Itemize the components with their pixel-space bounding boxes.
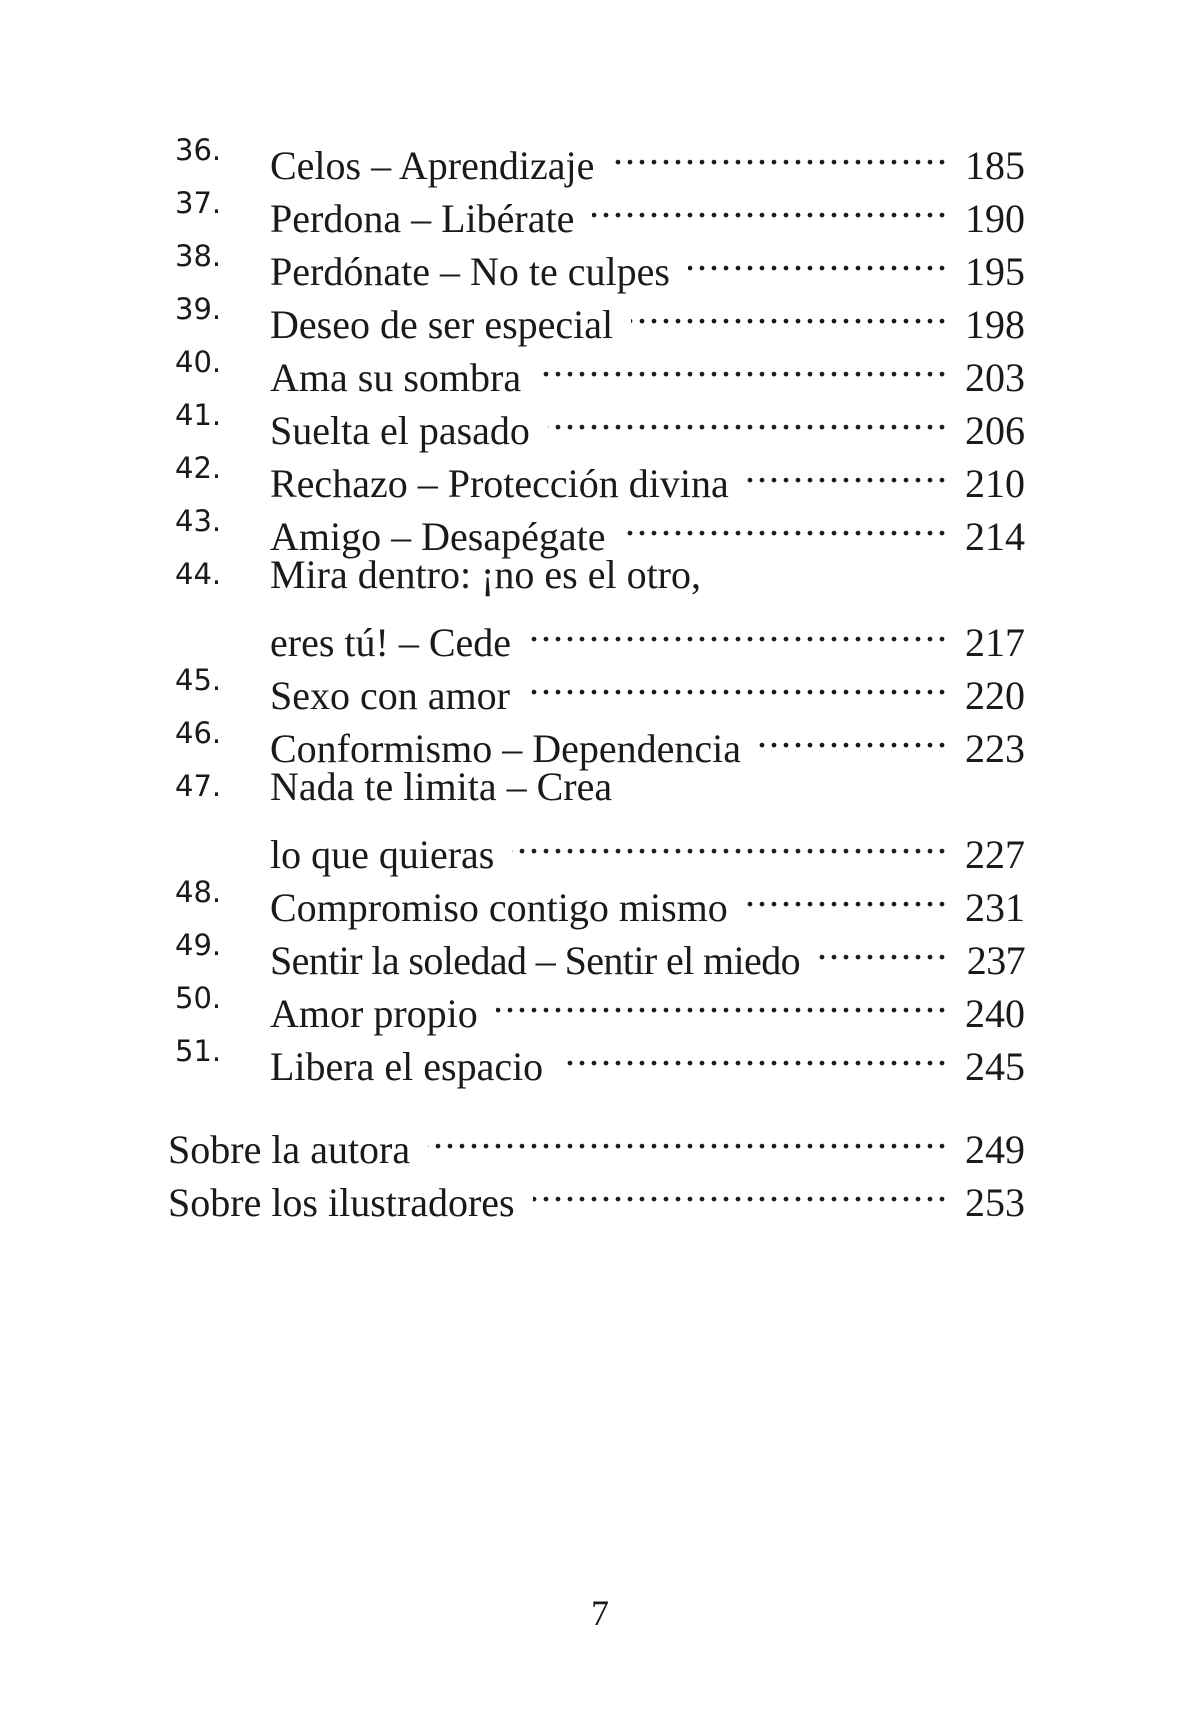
dot-leader — [818, 917, 949, 974]
chapter-number: 49. — [175, 928, 222, 962]
dot-leader — [688, 228, 949, 285]
toc-entry — [0, 175, 1200, 241]
chapter-number: 48. — [175, 875, 222, 909]
chapter-number: 39. — [175, 292, 222, 326]
page-ref: 240 — [965, 991, 1025, 1036]
dot-leader — [512, 811, 949, 868]
page-ref: 210 — [965, 461, 1025, 506]
chapter-number: 40. — [175, 345, 222, 379]
chapter-number: 50. — [175, 981, 222, 1015]
toc-entry — [0, 546, 1200, 603]
dot-leader — [561, 1023, 949, 1080]
chapter-title: Amor propio — [270, 991, 478, 1036]
toc-line — [270, 917, 1025, 983]
page-ref: 249 — [965, 1127, 1025, 1172]
toc-line — [270, 387, 1025, 453]
chapter-title: Sexo con amor — [270, 673, 510, 718]
toc-entry — [0, 758, 1200, 815]
toc-line — [270, 122, 1025, 188]
chapter-title: Deseo de ser especial — [270, 302, 614, 347]
dot-leader — [496, 970, 949, 1027]
toc-entry — [0, 917, 1200, 983]
dot-leader — [747, 440, 949, 497]
toc-line — [270, 705, 1025, 771]
toc-entry — [0, 1023, 1200, 1089]
page-ref: 223 — [965, 726, 1025, 771]
toc-entry — [0, 281, 1200, 347]
chapter-number: 41. — [175, 398, 222, 432]
chapter-title: Libera el espacio — [270, 1044, 544, 1089]
toc-entry — [0, 334, 1200, 400]
toc-line — [270, 758, 1025, 815]
dot-leader — [746, 864, 949, 921]
chapter-number: 45. — [175, 663, 222, 697]
toc-line — [270, 175, 1025, 241]
page-ref: 195 — [965, 249, 1025, 294]
page-ref: 203 — [965, 355, 1025, 400]
toc-line — [270, 1023, 1025, 1089]
page-ref: 214 — [965, 514, 1025, 559]
chapter-number: 42. — [175, 451, 222, 485]
page-ref: 231 — [965, 885, 1025, 930]
chapter-title: Amigo – Desapégate — [270, 514, 606, 559]
page-number: 7 — [591, 1593, 609, 1633]
toc-entry — [0, 970, 1200, 1036]
chapter-title: Rechazo – Protección divina — [270, 461, 729, 506]
page-ref: 206 — [965, 408, 1025, 453]
page-ref: 237 — [966, 938, 1025, 983]
chapter-number: 37. — [175, 186, 222, 220]
chapter-title: Mira dentro: ¡no es el otro, — [270, 552, 701, 597]
toc-entry — [0, 705, 1200, 771]
chapter-number: 36. — [175, 133, 222, 167]
toc-line — [270, 652, 1025, 718]
toc-line — [270, 440, 1025, 506]
toc-line — [270, 281, 1025, 347]
toc-entry-continuation — [0, 599, 1200, 665]
page-ref: 245 — [965, 1044, 1025, 1089]
chapter-title: Compromiso contigo mismo — [270, 885, 728, 930]
dot-leader — [623, 493, 949, 550]
chapter-number: 47. — [175, 769, 222, 803]
toc-line — [270, 228, 1025, 294]
toc-entry — [0, 440, 1200, 506]
chapter-number: 43. — [175, 504, 222, 538]
dot-leader — [528, 652, 949, 709]
toc-entry — [0, 652, 1200, 718]
chapter-number: 38. — [175, 239, 222, 273]
toc-line — [270, 546, 1025, 603]
toc-entry — [0, 493, 1200, 559]
page-ref: 253 — [965, 1180, 1025, 1225]
chapter-title: Suelta el pasado — [270, 408, 530, 453]
toc-entry — [0, 387, 1200, 453]
dot-leader — [548, 387, 949, 444]
dot-leader — [529, 599, 949, 656]
toc-backmatter-entry — [0, 1106, 1200, 1172]
dot-leader — [533, 1159, 949, 1216]
dot-leader — [612, 122, 949, 179]
page-ref: 198 — [965, 302, 1025, 347]
section-title: Sobre la autora — [168, 1127, 411, 1172]
chapter-title: Perdónate – No te culpes — [270, 249, 670, 294]
chapter-title: Nada te limita – Crea — [270, 764, 613, 809]
dot-leader — [759, 705, 949, 762]
chapter-title: Celos – Aprendizaje — [270, 143, 595, 188]
toc-entry-continuation — [0, 811, 1200, 877]
dot-leader — [539, 334, 949, 391]
chapter-title-continuation: eres tú! – Cede — [270, 620, 512, 665]
chapter-title: Sentir la soledad – Sentir el miedo — [270, 938, 800, 983]
chapter-title: Ama su sombra — [270, 355, 522, 400]
dot-leader — [631, 281, 949, 338]
page-ref: 227 — [965, 832, 1025, 877]
page-ref: 217 — [965, 620, 1025, 665]
toc-line — [168, 1159, 1025, 1225]
toc-entry — [0, 122, 1200, 188]
section-title: Sobre los ilustradores — [168, 1180, 515, 1225]
page-ref: 220 — [965, 673, 1025, 718]
chapter-title: Perdona – Libérate — [270, 196, 575, 241]
toc-line — [270, 864, 1025, 930]
chapter-number: 44. — [175, 557, 222, 591]
toc-entry — [0, 864, 1200, 930]
chapter-number: 51. — [175, 1034, 222, 1068]
chapter-title: Conformismo – Dependencia — [270, 726, 741, 771]
toc-line — [270, 599, 1025, 665]
toc-line — [270, 493, 1025, 559]
page-ref: 185 — [965, 143, 1025, 188]
dot-leader — [592, 175, 949, 232]
toc-line — [270, 811, 1025, 877]
toc-line — [270, 970, 1025, 1036]
toc-line — [270, 334, 1025, 400]
chapter-number: 46. — [175, 716, 222, 750]
toc-backmatter-entry — [0, 1159, 1200, 1225]
toc-line — [168, 1106, 1025, 1172]
dot-leader — [428, 1106, 949, 1163]
chapter-title-continuation: lo que quieras — [270, 832, 495, 877]
toc-entry — [0, 228, 1200, 294]
page-ref: 190 — [965, 196, 1025, 241]
